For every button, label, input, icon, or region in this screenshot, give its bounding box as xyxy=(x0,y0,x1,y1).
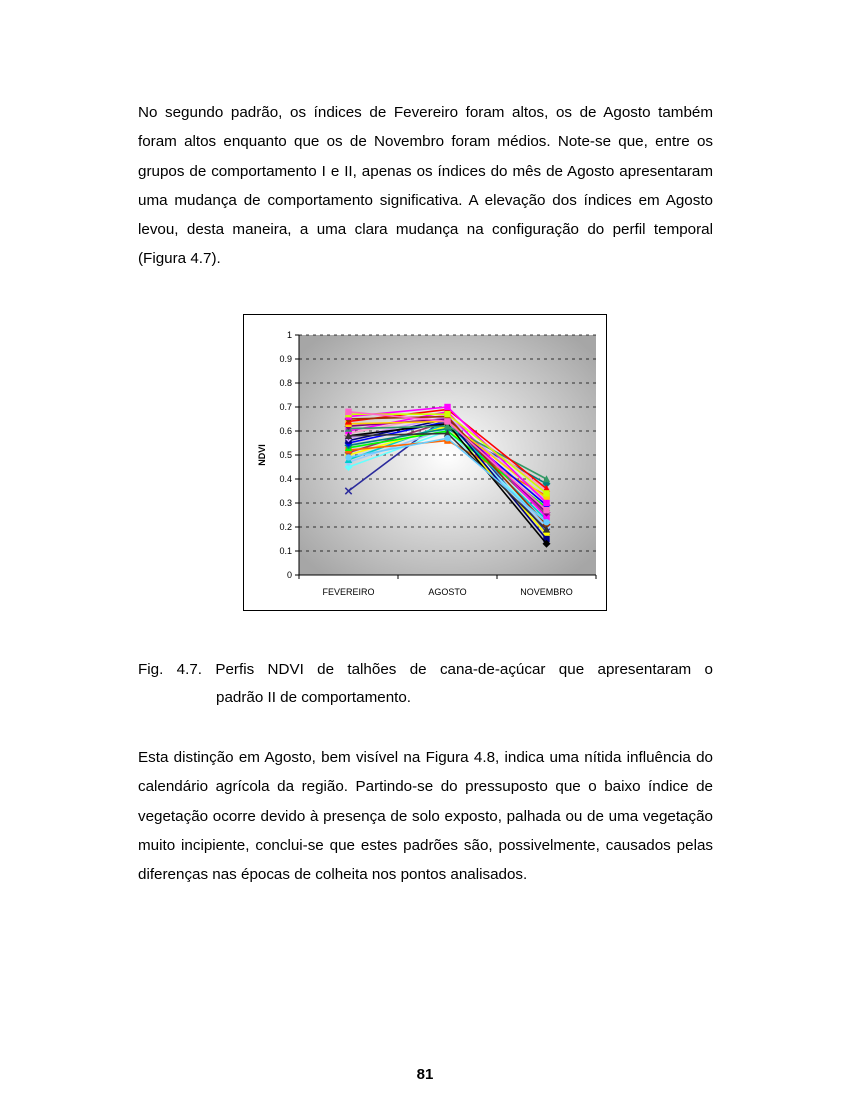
body-paragraph-1: No segundo padrão, os índices de Fevereiro foram altos, os de Agosto também foram altos enquanto que os de Novembro foram médios. Note-se que, entre os grupos de comportamento I e II, apenas os índices do mês de Agosto apresentaram uma mudança de comportamento significativa. A elevação dos índices em Agosto levou, desta maneira, a uma clara mudança na configuração do perfil temporal (Figura 4.7). xyxy=(138,104,713,268)
data-point xyxy=(444,435,450,441)
y-tick-label: 0.1 xyxy=(279,546,292,556)
data-point xyxy=(543,507,549,513)
body-paragraph-2: Esta distinção em Agosto, bem visível na Figura 4.8, indica uma nítida influência do calendário agrícola da região. Partindo-se do pressuposto que o baixo índice de vegetação ocorre devido à presença de solo exposto, palhada ou de uma vegetação muito incipiente, conclui-se que estes padrões são, possivelmente, causados pelas diferenças nas épocas de colheita nos pontos analisados. xyxy=(138,749,713,884)
page-number: 81 xyxy=(416,1066,434,1083)
data-point xyxy=(444,411,450,417)
y-tick-label: 0.3 xyxy=(279,498,292,508)
y-tick-label: 0.7 xyxy=(279,402,292,412)
data-point xyxy=(345,409,351,415)
y-tick-label: 0.6 xyxy=(279,426,292,436)
data-point xyxy=(345,454,351,460)
ndvi-chart-svg xyxy=(244,315,606,610)
data-point xyxy=(543,490,549,496)
data-point xyxy=(543,500,549,506)
x-tick-label: FEVEREIRO xyxy=(322,587,375,597)
y-tick-label: 0.8 xyxy=(279,378,292,388)
y-tick-label: 0.9 xyxy=(279,354,292,364)
y-axis-title: NDVI xyxy=(257,444,267,466)
x-tick-label: NOVEMBRO xyxy=(520,587,573,597)
y-tick-label: 0.4 xyxy=(279,474,292,484)
ndvi-chart xyxy=(243,314,607,611)
y-tick-label: 0 xyxy=(286,570,292,580)
y-tick-label: 0.2 xyxy=(279,522,292,532)
figure-caption-line-1: Fig. 4.7. Perfis NDVI de talhões de cana-de-açúcar que apresentaram o xyxy=(138,661,713,678)
data-point xyxy=(444,404,450,410)
x-tick-label: AGOSTO xyxy=(428,587,467,597)
y-tick-label: 1 xyxy=(286,330,292,340)
y-tick-label: 0.5 xyxy=(279,450,292,460)
data-point xyxy=(444,418,450,424)
data-point xyxy=(543,519,549,525)
figure-caption-line-2: padrão II de comportamento. xyxy=(216,689,412,706)
